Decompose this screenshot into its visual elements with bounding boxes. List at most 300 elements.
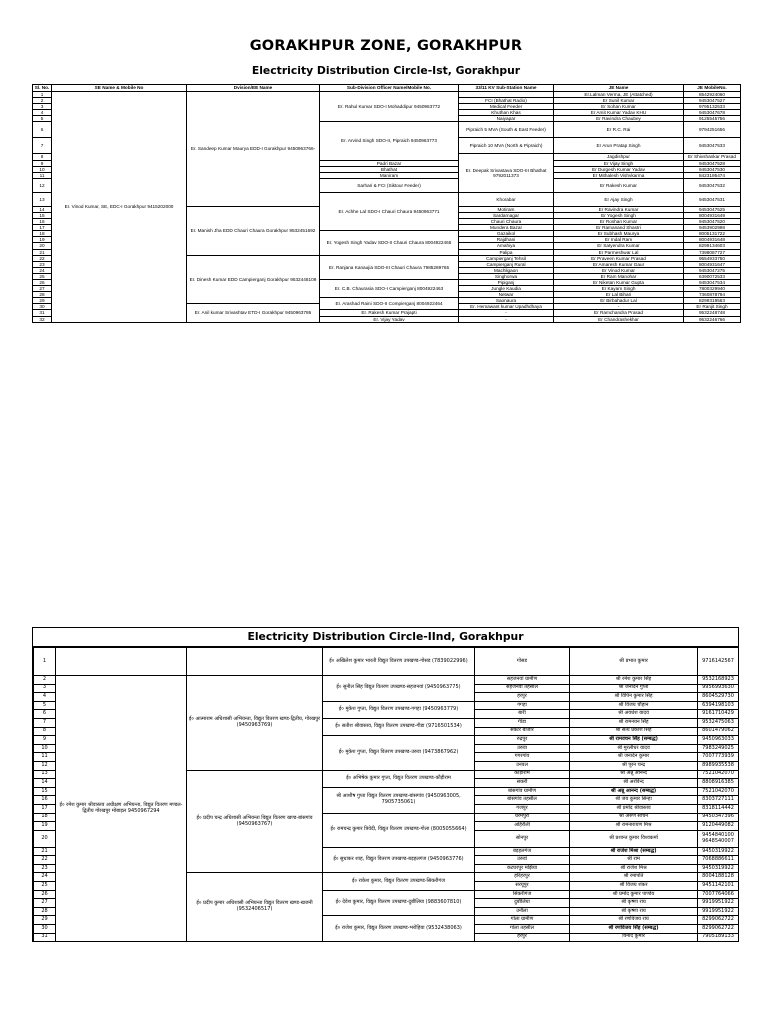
je-name-cell: Er Lal Bihari	[554, 292, 684, 298]
table-row	[34, 676, 739, 685]
je-name-cell: श्री सत्य प्रकाश सिंह	[570, 727, 698, 736]
sl-no-cell: 23	[33, 261, 52, 267]
sl-no-cell: 3	[33, 104, 52, 110]
je-name-cell: Er Chandrashekhar	[554, 316, 684, 322]
substation-cell: Amahiya	[459, 243, 554, 249]
sl-no-cell: 21	[34, 847, 56, 856]
substation-cell: Jungle Kaudia	[459, 286, 554, 292]
je-mobile-cell: 8299319563	[684, 298, 741, 304]
je-name-cell: Er Rakesh Kumar	[554, 178, 684, 192]
sl-no-cell: 21	[33, 249, 52, 255]
sdo-cell: Er. Deepak Srivastava SDO-III Bhathat 9792011373	[459, 154, 554, 192]
sdo-cell: ई० मुकेश गुप्ता, विद्युत वितरण उपखण्ड-गगहा (9450963779)	[323, 701, 475, 718]
je-mobile-cell: 9453047532	[684, 178, 741, 192]
je-mobile-cell: 7800329940	[684, 286, 741, 292]
sl-no-cell: 12	[34, 761, 56, 770]
je-name-cell: Er Ranjit Singh	[684, 304, 741, 310]
substation-cell: Medical Feeder	[459, 104, 554, 110]
division-cell: Er. Anil kumar Srivashtav ETD-I Gorakhpur 9450963786	[187, 304, 320, 322]
je-name-cell: श्री रामनारायण मिश्र	[570, 822, 698, 831]
je-mobile-cell: 9125545756	[684, 116, 741, 122]
division-cell: Er. Sandeep Kumar Maurya EDD-I Gorakhpur 9450963766-	[187, 92, 320, 207]
sl-no-cell: 10	[33, 166, 52, 172]
je-mobile-cell: 9451142101	[698, 882, 739, 891]
je-mobile-cell: 7068886611	[698, 856, 739, 865]
se-cell: Er. Vinod Kumar, SE, EDC-I Gorakhpur 9415202000	[52, 92, 187, 323]
sl-no-cell: 22	[33, 255, 52, 261]
je-mobile-cell: 9453047531	[684, 192, 741, 206]
je-name-cell: श्री मुरलीधर यादव	[570, 744, 698, 753]
sl-no-cell: 10	[34, 744, 56, 753]
substation-cell: Padri Bazar	[320, 160, 459, 166]
sl-no-cell: 17	[34, 804, 56, 813]
substation-cell: कौड़ीराम	[475, 770, 570, 779]
je-name-cell: Er Sohan Kumar	[554, 104, 684, 110]
je-name-cell: श्री अन्नू आनन्द	[570, 770, 698, 779]
sl-no-cell: 4	[34, 693, 56, 702]
je-name-cell: Er Birbahadur Lal	[554, 298, 684, 304]
je-mobile-cell: 8299134603	[684, 243, 741, 249]
sdo-cell: Er. Ranjana Kanaujia SDO-III Chauri Chaura 7985289765	[320, 255, 459, 279]
je-mobile-cell: 9532248748	[684, 310, 741, 316]
header-se: SE Name & Mobile No	[52, 85, 187, 92]
table-row	[34, 648, 739, 676]
sdo-cell: Er. Rahul Kumar SDO-I Mohaddipur 9450963772	[320, 92, 459, 122]
je-mobile-cell: 9453047525	[684, 206, 741, 212]
je-mobile-cell: 8604529730	[698, 693, 739, 702]
je-name-cell: Er Ramanand Shastri	[554, 225, 684, 231]
je-mobile-cell: 8004931648	[684, 237, 741, 243]
je-mobile-cell: 9453047275	[684, 267, 741, 273]
sdo-cell: ई० सतीश श्रीवास्तव, विद्युत वितरण उपखण्ड-गीडा (9716501534)	[323, 718, 475, 735]
substation-cell: बारी	[475, 710, 570, 719]
division-cell: ई० प्रदीप चन्द्र अधिशासी अभियन्ता विद्युत वितरण खण्ड-बांसगांव (9450963767)	[187, 770, 323, 873]
sl-no-cell: 24	[34, 873, 56, 882]
sl-no-cell: 16	[34, 796, 56, 805]
je-mobile-cell: 9956993630	[698, 684, 739, 693]
je-name-cell: Er Satyendra Kumar	[554, 243, 684, 249]
sdo-cell: Er. Arvind Singh SDO-II, Pipraich 9450963773	[320, 122, 459, 160]
sdo-cell: Er. Rakesh Kumar Prajapti	[320, 310, 459, 316]
je-name-cell: Er Ravindra Chaubey	[554, 116, 684, 122]
je-name-cell: श्री राजेश मिश्रा (सम्बद्ध)	[570, 847, 698, 856]
je-name-cell: Er Mithalesh Vishvkarma	[554, 172, 684, 178]
je-name-cell: श्री विजय चौहान	[570, 701, 698, 710]
circle1-table-body	[33, 92, 741, 323]
je-name-cell: Er Ravindra Kumar	[554, 206, 684, 212]
substation-cell: उरुवा	[475, 744, 570, 753]
circle2-section	[32, 627, 739, 942]
substation-cell: अहिरौली	[475, 822, 570, 831]
sl-no-cell: 20	[34, 830, 56, 847]
substation-cell: गगहा	[475, 701, 570, 710]
substation-cell: बांसगांव तहसील	[475, 796, 570, 805]
sl-no-cell: 14	[33, 206, 52, 212]
substation-cell: Khuthan Khas	[459, 110, 554, 116]
substation-cell: Pipiganj	[459, 279, 554, 285]
substation-cell: Motiram	[459, 206, 554, 212]
substation-cell: -	[459, 310, 554, 316]
circle1-section	[32, 0, 740, 323]
zone-title: GORAKHPUR ZONE, GORAKHPUR	[249, 38, 523, 54]
substation-cell: Sardarnagar	[459, 212, 554, 218]
substation-cell: हरपुर	[475, 933, 570, 942]
circle1-title: Electricity Distribution Circle-Ist, Gorakhpur	[251, 64, 521, 77]
division-cell: Er. Manish Jha EDD Chauri Chaura Gorakhpur 9532451692	[187, 206, 320, 255]
substation-cell: Rajdhani	[459, 237, 554, 243]
je-mobile-cell: 6390072533	[684, 273, 741, 279]
je-name-cell: Er Ram Manohar	[554, 273, 684, 279]
sdo-cell: Er. C.B. Chaurasia SDO-I Campierganj 8004922463	[320, 279, 459, 297]
sl-no-cell: 28	[34, 907, 56, 916]
substation-cell: Bhathat	[320, 166, 459, 172]
je-mobile-cell: 9453047534	[684, 279, 741, 285]
je-mobile-cell: 9453047533	[684, 138, 741, 154]
je-name-cell: Er Shivshankar Prasad	[684, 154, 741, 160]
je-mobile-cell: 7398087727	[684, 249, 741, 255]
sl-no-cell: 29	[34, 916, 56, 925]
sl-no-cell: 32	[33, 316, 52, 322]
je-mobile-cell: 9554933750	[684, 255, 741, 261]
sdo-cell: Er. Vijay Yadav	[320, 316, 459, 322]
sl-no-cell: 7	[33, 138, 52, 154]
sdo-cell: ई० राजेश कुमार, विद्युत वितरण उपखण्ड-भरोहिया (9532438063)	[323, 916, 475, 942]
je-name-cell: श्री रामनयन सिंह	[570, 718, 698, 727]
sl-no-cell: 2	[34, 676, 56, 685]
je-name-cell: श्री रामवचन सिंह (सम्बद्ध)	[570, 736, 698, 745]
je-name-cell: श्री अरुण सचिन	[570, 813, 698, 822]
je-name-cell: Er Subhash Maurya	[554, 231, 684, 237]
je-name-cell: श्री रमेश कुमार सिंह	[570, 676, 698, 685]
je-mobile-cell: 9794251656	[684, 122, 741, 138]
substation-cell: सिकरीगंज	[475, 890, 570, 899]
je-name-cell: Er R.C. Rai	[554, 122, 684, 138]
je-name-cell: Er Arun Pratap Singh	[554, 138, 684, 154]
sl-no-cell: 3	[34, 684, 56, 693]
substation-cell: Mundera Bazar	[459, 225, 554, 231]
substation-cell: हरिहरपुर	[475, 873, 570, 882]
sl-no-cell: 9	[33, 160, 52, 166]
se-cell: ई० रमेश कुमार श्रीवास्तव अधीक्षण अभियन्ता, विद्युत वितरण मण्डल-द्वितीय गोरखपुर मोबाइल 9450967294	[56, 676, 187, 942]
je-mobile-cell: 9120449082	[698, 822, 739, 831]
substation-cell: गीडा	[475, 718, 570, 727]
je-mobile-cell: 8299062722	[698, 916, 739, 925]
substation-cell: सेक्टर बाजार	[475, 727, 570, 736]
je-name-cell: श्री कृष्णा राय	[570, 907, 698, 916]
sl-no-cell: 19	[34, 822, 56, 831]
table-row	[33, 92, 741, 98]
sl-no-cell: 27	[33, 286, 52, 292]
je-mobile-cell: 7905189133	[698, 933, 739, 942]
sl-no-cell: 18	[33, 231, 52, 237]
sl-no-cell: 30	[34, 925, 56, 934]
je-mobile-cell: 9453047520	[684, 219, 741, 225]
je-mobile-cell: 9454840100 9648540007	[698, 830, 739, 847]
sl-no-cell: 26	[34, 890, 56, 899]
substation-cell: Singhorwa	[459, 273, 554, 279]
division-cell: Er. Dinesh Kumar EDD Campierganj Gorakhpur 9532448109	[187, 255, 320, 304]
je-name-cell: श्री प्रशान्त कुमार विश्वकर्मा	[570, 830, 698, 847]
je-mobile-cell: 9453902998	[684, 225, 741, 231]
sl-no-cell: 5	[33, 116, 52, 122]
header-sdo: Sub-Division Officer Name/Mobile No.	[320, 85, 459, 92]
circle2-table	[33, 647, 739, 942]
sdo-cell: Er. Achhe Lal SDO-I Chauri Chaura 9450963771	[320, 192, 459, 230]
sl-no-cell: 18	[34, 813, 56, 822]
substation-cell: Sarhari & FCI (Siktour Feeder)	[320, 178, 459, 192]
substation-cell: Khorabar	[459, 192, 554, 206]
substation-cell: सहजनवां तहसील	[475, 684, 570, 693]
sl-no-cell: 13	[34, 770, 56, 779]
je-mobile-cell: 9716142567	[698, 648, 739, 676]
je-name-cell: श्री प्रमोद श्रीवास्तव	[570, 804, 698, 813]
sl-no-cell: 25	[34, 882, 56, 891]
je-name-cell: श्री जय कुमार सिन्हा	[570, 796, 698, 805]
sl-no-cell: 30	[33, 304, 52, 310]
substation-cell: Pipraich 10 MVA (North & Pipraich)	[459, 138, 554, 154]
sl-no-cell: 26	[33, 279, 52, 285]
sdo-cell: Er. Arashad Raini SDO-II Compierganj 8004922464	[320, 298, 459, 310]
je-mobile-cell: 7360878794	[684, 292, 741, 298]
je-name-cell: Er Vinod Kumar	[554, 267, 684, 273]
substation-cell: -	[554, 304, 684, 310]
je-mobile-cell: 6394198103	[698, 701, 739, 710]
je-mobile-cell: 9453047527	[684, 98, 741, 104]
substation-cell: उनवल	[475, 761, 570, 770]
je-mobile-cell: 9532246766	[684, 316, 741, 322]
sl-no-cell: 1	[34, 648, 56, 676]
je-name-cell: Er Parmeshwar Lal	[554, 249, 684, 255]
sl-no-cell: 19	[33, 237, 52, 243]
je-name-cell: Er Ajay Singh	[554, 192, 684, 206]
substation-cell: धरमपुरा	[475, 813, 570, 822]
substation-cell: सकरी	[475, 779, 570, 788]
je-mobile-cell: 8318114442	[698, 804, 739, 813]
sl-no-cell: 13	[33, 192, 52, 206]
substation-cell: उनौला	[475, 907, 570, 916]
substation-cell: Jagdishpur	[554, 154, 684, 160]
je-mobile-cell: 9453047678	[684, 110, 741, 116]
substation-cell: हरपुर	[475, 693, 570, 702]
table-header-row	[33, 85, 741, 92]
substation-cell: -	[459, 316, 554, 322]
substation-cell: गोला ग्रामीण	[475, 916, 570, 925]
substation-cell: Naiyapar	[459, 116, 554, 122]
sdo-cell: Er. Yogesh Singh Yadav SDO-II Chauri Chaura 8004922465	[320, 231, 459, 255]
sdo-cell: ई० सुनील सिंह विद्युत वितरण उपखण्ड-सहजनवां (9450963775)	[323, 676, 475, 702]
je-name-cell: Er Niketan Kumar Gupta	[554, 279, 684, 285]
substation-cell: Machligaon	[459, 267, 554, 273]
substation-cell: सहजनवां ग्रामीण	[475, 676, 570, 685]
je-name-cell: Er Vijay Singh	[554, 160, 684, 166]
substation-cell: रुद्रपुर	[475, 736, 570, 745]
header-je: JE Name	[554, 85, 684, 92]
je-mobile-cell: 9450347396	[698, 813, 739, 822]
header-je-mobile: JE MobileNo.	[684, 85, 741, 92]
substation-cell: Chauri Chaura	[459, 219, 554, 225]
sl-no-cell: 6	[33, 122, 52, 138]
je-mobile-cell: 9161710429	[698, 710, 739, 719]
je-mobile-cell: 8004931647	[684, 261, 741, 267]
je-name-cell: श्री रणविजय सिंह (सम्बद्ध)	[570, 925, 698, 934]
je-mobile-cell: 7007764066	[698, 890, 739, 899]
je-mobile-cell: 7983249025	[698, 744, 739, 753]
je-mobile-cell: 8303727111	[698, 796, 739, 805]
je-mobile-cell: 8004188128	[698, 873, 739, 882]
je-name-cell: श्री विपिन कुमार सिंह	[570, 693, 698, 702]
division-cell	[187, 648, 323, 676]
je-name-cell: Er Indal Ram	[554, 237, 684, 243]
substation-cell: गजपुर	[475, 804, 570, 813]
je-mobile-cell: 9450963033	[698, 736, 739, 745]
je-name-cell: श्री अवधेश यादव	[570, 710, 698, 719]
je-name-cell: श्री जनार्दन गुप्ता	[570, 684, 698, 693]
substation-cell: गगरगांव	[475, 753, 570, 762]
substation-cell: Maniram	[320, 172, 459, 178]
sdo-cell: Er. Hemawant kumar Upadhdhaya	[459, 304, 554, 310]
sdo-cell: ई० राकेश कुमार, विद्युत वितरण उपखण्ड-सिकरीगंज	[323, 873, 475, 890]
sl-no-cell: 31	[33, 310, 52, 316]
sl-no-cell: 27	[34, 899, 56, 908]
sdo-cell: ई० रामचन्द्र कुमार त्रिवेदी, विद्युत वितरण उपखण्ड-गोला (8005055664)	[323, 813, 475, 847]
substation-cell: Saonaura	[459, 298, 554, 304]
je-mobile-cell: 7521042070	[698, 770, 739, 779]
je-name-cell: Er Amaresh Kumar Gaur	[554, 261, 684, 267]
division-cell: ई० प्रदीप कुमार अधिशासी अभियन्ता विद्युत वितरण खण्ड-खजनी (9532406517)	[187, 873, 323, 942]
sl-no-cell: 8	[34, 727, 56, 736]
sl-no-cell: 4	[33, 110, 52, 116]
substation-cell: बड़हलगंज	[475, 847, 570, 856]
substation-cell: सोनपुर	[475, 830, 570, 847]
substation-cell: गोसड	[475, 648, 570, 676]
je-mobile-cell: 9919951922	[698, 907, 739, 916]
je-name-cell: Er Praveen Kumar Prasad	[554, 255, 684, 261]
je-mobile-cell: 9532475063	[698, 718, 739, 727]
circle2-title: Electricity Distribution Circle-IInd, Gorakhpur	[33, 628, 738, 647]
je-name-cell: श्री रणविजय राय	[570, 916, 698, 925]
je-mobile-cell: 9450319922	[698, 847, 739, 856]
je-mobile-cell: 7007773939	[698, 753, 739, 762]
je-mobile-cell: 7521042070	[698, 787, 739, 796]
je-name-cell: श्री जनार्दन कुमार	[570, 753, 698, 762]
sdo-cell: ई० मुकेश गुप्ता, विद्युत वितरण उपखण्ड-उरुवा (9473867962)	[323, 736, 475, 770]
sl-no-cell: 9	[34, 736, 56, 745]
sdo-cell: ई० देवेश कुमार, विद्युत वितरण उपखण्ड-दुबौलिया (9883607810)	[323, 890, 475, 916]
substation-cell: सरयूपुर	[475, 882, 570, 891]
je-mobile-cell: 9453047528	[684, 160, 741, 166]
je-name-cell: श्री अन्नू आनन्द (सम्बद्ध)	[570, 787, 698, 796]
substation-cell: Gazaikol	[459, 231, 554, 237]
je-name-cell: श्री रमापति	[570, 873, 698, 882]
je-mobile-cell: 8808916385	[698, 779, 739, 788]
sl-no-cell: 24	[33, 267, 52, 273]
je-name-cell: श्री राजेश मिश्र	[570, 864, 698, 873]
je-mobile-cell: 8542924060	[684, 92, 741, 98]
je-mobile-cell: 8601479062	[698, 727, 739, 736]
sl-no-cell: 25	[33, 273, 52, 279]
je-mobile-cell: 8423195474	[684, 172, 741, 178]
je-name-cell: Er Amit Kumar Yadav KHU	[554, 110, 684, 116]
je-mobile-cell: 9532168923	[698, 676, 739, 685]
substation-cell: Pipraich 5 MVA (South & East Feeder)	[459, 122, 554, 138]
je-name-cell: Er Kayam Singh	[554, 286, 684, 292]
sl-no-cell: 1	[33, 92, 52, 98]
je-name-cell: श्री कृष्णा राय	[570, 899, 698, 908]
sl-no-cell: 17	[33, 225, 52, 231]
je-name-cell: श्री अरविन्द	[570, 779, 698, 788]
sl-no-cell: 12	[33, 178, 52, 192]
sl-no-cell: 29	[33, 298, 52, 304]
substation-cell: उरुवां	[475, 856, 570, 865]
sl-no-cell: 14	[34, 779, 56, 788]
sl-no-cell: 7	[34, 718, 56, 727]
substation-cell: FCI (Bhathat Radio)	[459, 98, 554, 104]
sl-no-cell: 28	[33, 292, 52, 298]
substation-cell: बांसगांव ग्रामीण	[475, 787, 570, 796]
sdo-cell: ई० अभिषेक कुमार गुप्ता, विद्युत वितरण उपखण्ड-कौड़ीराम	[323, 770, 475, 787]
je-name-cell: Er Durgesh Kumar Yadav	[554, 166, 684, 172]
circle1-table	[32, 84, 741, 323]
substation-cell: Campierganj Rural	[459, 261, 554, 267]
substation-cell: Netwar	[459, 292, 554, 298]
sl-no-cell: 8	[33, 154, 52, 160]
sl-no-cell: 15	[33, 212, 52, 218]
substation-cell: कटघरपुर मझिया	[475, 864, 570, 873]
sl-no-cell: 2	[33, 98, 52, 104]
sl-no-cell: 11	[34, 753, 56, 762]
substation-cell: Campierganj Tehsil	[459, 255, 554, 261]
je-mobile-cell: 8989935538	[698, 761, 739, 770]
sl-no-cell: 20	[33, 243, 52, 249]
se-cell	[56, 648, 187, 676]
je-name-cell: Er.Lalman Verma, JE (Attatched)	[554, 92, 684, 98]
je-mobile-cell: 9450319922	[698, 864, 739, 873]
sl-no-cell: 5	[34, 701, 56, 710]
je-mobile-cell: 8299062722	[698, 925, 739, 934]
division-cell: ई० आत्माराम अधिशासी अभियन्ता, विद्युत वितरण खण्ड-द्वितीय, गोरखपुर (9450963769)	[187, 676, 323, 771]
je-name-cell: श्री प्रभात कुमार	[570, 648, 698, 676]
header-sl: Sl. No.	[33, 85, 52, 92]
substation-cell: दुबौलिया	[475, 899, 570, 908]
sl-no-cell: 15	[34, 787, 56, 796]
je-mobile-cell: 9919951922	[698, 899, 739, 908]
sl-no-cell: 6	[34, 710, 56, 719]
je-name-cell: श्री पूरन चन्द्र	[570, 761, 698, 770]
je-name-cell: Er Ramchandra Prasad	[554, 310, 684, 316]
je-name-cell: विनोद कुमार	[570, 933, 698, 942]
sl-no-cell: 23	[34, 864, 56, 873]
header-division: Dvision/EE Name	[187, 85, 320, 92]
je-name-cell: Er Roshan Kumar	[554, 219, 684, 225]
sdo-cell: ई० सुधाकर शाह, विद्युत वितरण उपखण्ड-बड़हलगंज (9450963776)	[323, 847, 475, 873]
sl-no-cell: 11	[33, 172, 52, 178]
sl-no-cell: 22	[34, 856, 56, 865]
header-substation: 33/11 KV Sub-Station Name	[459, 85, 554, 92]
sdo-cell: ई० अखिलेश कुमार भारती विद्युत वितरण उपखण्ड-गोसड (7839022996)	[323, 648, 475, 676]
je-name-cell: श्री राम	[570, 856, 698, 865]
je-name-cell: Er Sunil Kumar	[554, 98, 684, 104]
je-name-cell: Er Yogesh Singh	[554, 212, 684, 218]
sdo-cell: श्री आशीष गुप्ता विद्युत वितरण उपखण्ड-बांसगांव (9450963005, 7905735061)	[323, 787, 475, 813]
je-mobile-cell: 8005131722	[684, 231, 741, 237]
je-mobile-cell: 9453047530	[684, 166, 741, 172]
sl-no-cell: 31	[34, 933, 56, 942]
je-mobile-cell: 8004931649	[684, 212, 741, 218]
circle2-table-body	[34, 648, 739, 942]
substation-cell: Palipa	[459, 249, 554, 255]
sl-no-cell: 16	[33, 219, 52, 225]
substation-cell: गोला तहसील	[475, 925, 570, 934]
